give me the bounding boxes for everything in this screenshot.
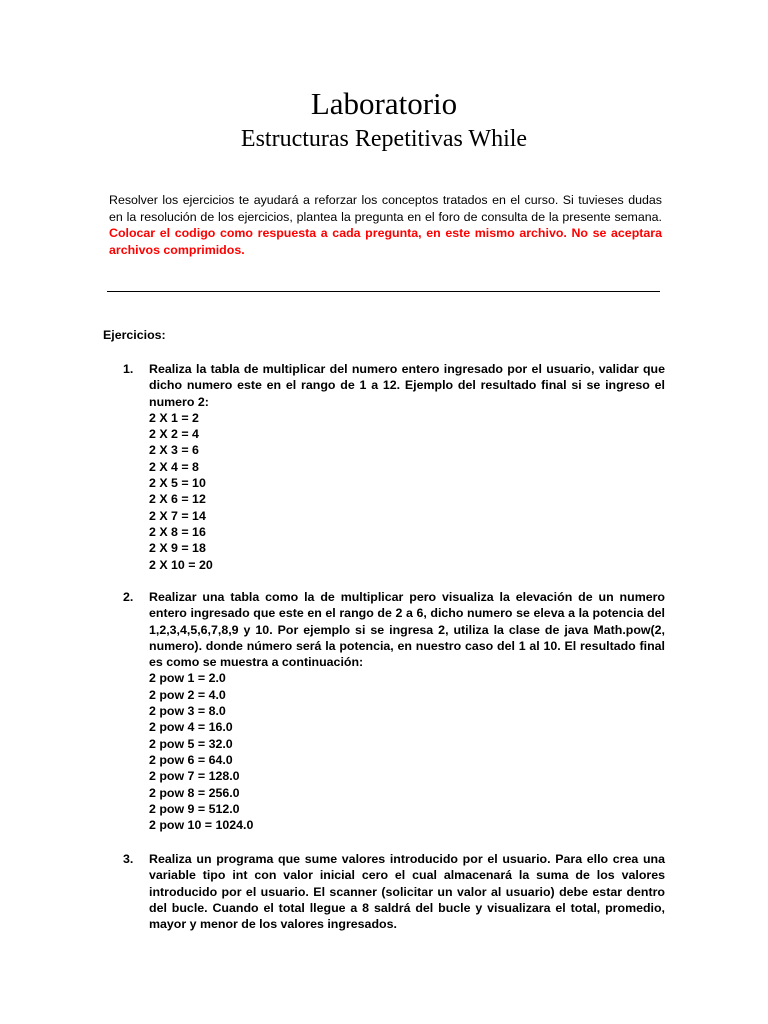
output-line: 2 pow 7 = 128.0 <box>149 769 240 784</box>
output-line: 2 X 9 = 18 <box>149 541 206 556</box>
exercise-output-lines <box>149 670 665 833</box>
output-line: 2 X 4 = 8 <box>149 459 199 474</box>
output-line: 2 pow 1 = 2.0 <box>149 671 226 686</box>
exercise-item-3 <box>123 851 665 932</box>
output-line: 2 X 3 = 6 <box>149 443 199 458</box>
intro-text: Resolver los ejercicios te ayudará a reforzar los conceptos tratados en el curso. Si tuvieses dudas en la resolución de los ejercicios, plantea la pregunta en el foro de consulta de la presente semana. <box>109 193 662 224</box>
exercise-number: 3. <box>123 852 134 866</box>
divider-line <box>107 291 660 292</box>
document-subtitle: Estructuras Repetitivas While <box>240 126 528 152</box>
exercise-number: 2. <box>123 590 134 604</box>
output-line: 2 pow 6 = 64.0 <box>149 752 233 767</box>
exercise-text: Realiza la tabla de multiplicar del numero entero ingresado por el usuario, validar que dicho numero este en el rango de 1 a 12. Ejemplo del resultado final si se ingreso el numero 2: <box>149 362 665 409</box>
exercise-item-1 <box>123 361 665 573</box>
output-line: 2 pow 2 = 4.0 <box>149 687 226 702</box>
intro-warning: Colocar el codigo como respuesta a cada pregunta, en este mismo archivo. No se aceptara archivos comprimidos. <box>109 226 662 257</box>
exercise-text: Realizar una tabla como la de multiplicar pero visualiza la elevación de un numero entero ingresado que este en el rango de 2 a 6, dicho numero se eleva a la potencia del 1,2,3,4,5,6,7,8,9 y 10. Por ejemplo si se ingresa 2, utiliza la clase de java Math.pow(2, numero). donde número será la potencia, en nuestro caso del 1 al 10. El resultado final es como se muestra a continuación: <box>149 590 665 670</box>
exercises-heading: Ejercicios: <box>103 328 166 342</box>
output-line: 2 pow 3 = 8.0 <box>149 704 226 719</box>
exercise-text: Realiza un programa que sume valores introducido por el usuario. Para ello crea una variable tipo int con valor inicial cero el cual almacenará la suma de los valores introducido por el usuario. El scanner (solicitar un valor al usuario) debe estar dentro del bucle. Cuando el total llegue a 8 saldrá del bucle y visualizara el total, promedio, mayor y menor de los valores ingresados. <box>149 852 665 932</box>
output-line: 2 pow 8 = 256.0 <box>149 785 240 800</box>
output-line: 2 X 6 = 12 <box>149 492 206 507</box>
exercise-number: 1. <box>123 362 134 376</box>
exercise-output-lines <box>149 410 665 573</box>
output-line: 2 X 5 = 10 <box>149 476 206 491</box>
output-line: 2 pow 5 = 32.0 <box>149 736 233 751</box>
output-line: 2 X 1 = 2 <box>149 410 199 425</box>
output-line: 2 X 7 = 14 <box>149 508 206 523</box>
output-line: 2 X 10 = 20 <box>149 557 213 572</box>
output-line: 2 pow 4 = 16.0 <box>149 720 233 735</box>
document-title: Laboratorio <box>310 86 458 121</box>
exercise-item-2 <box>123 589 665 833</box>
output-line: 2 X 8 = 16 <box>149 524 206 539</box>
intro-paragraph <box>109 192 662 258</box>
output-line: 2 pow 10 = 1024.0 <box>149 818 254 833</box>
output-line: 2 pow 9 = 512.0 <box>149 801 240 816</box>
output-line: 2 X 2 = 4 <box>149 427 199 442</box>
